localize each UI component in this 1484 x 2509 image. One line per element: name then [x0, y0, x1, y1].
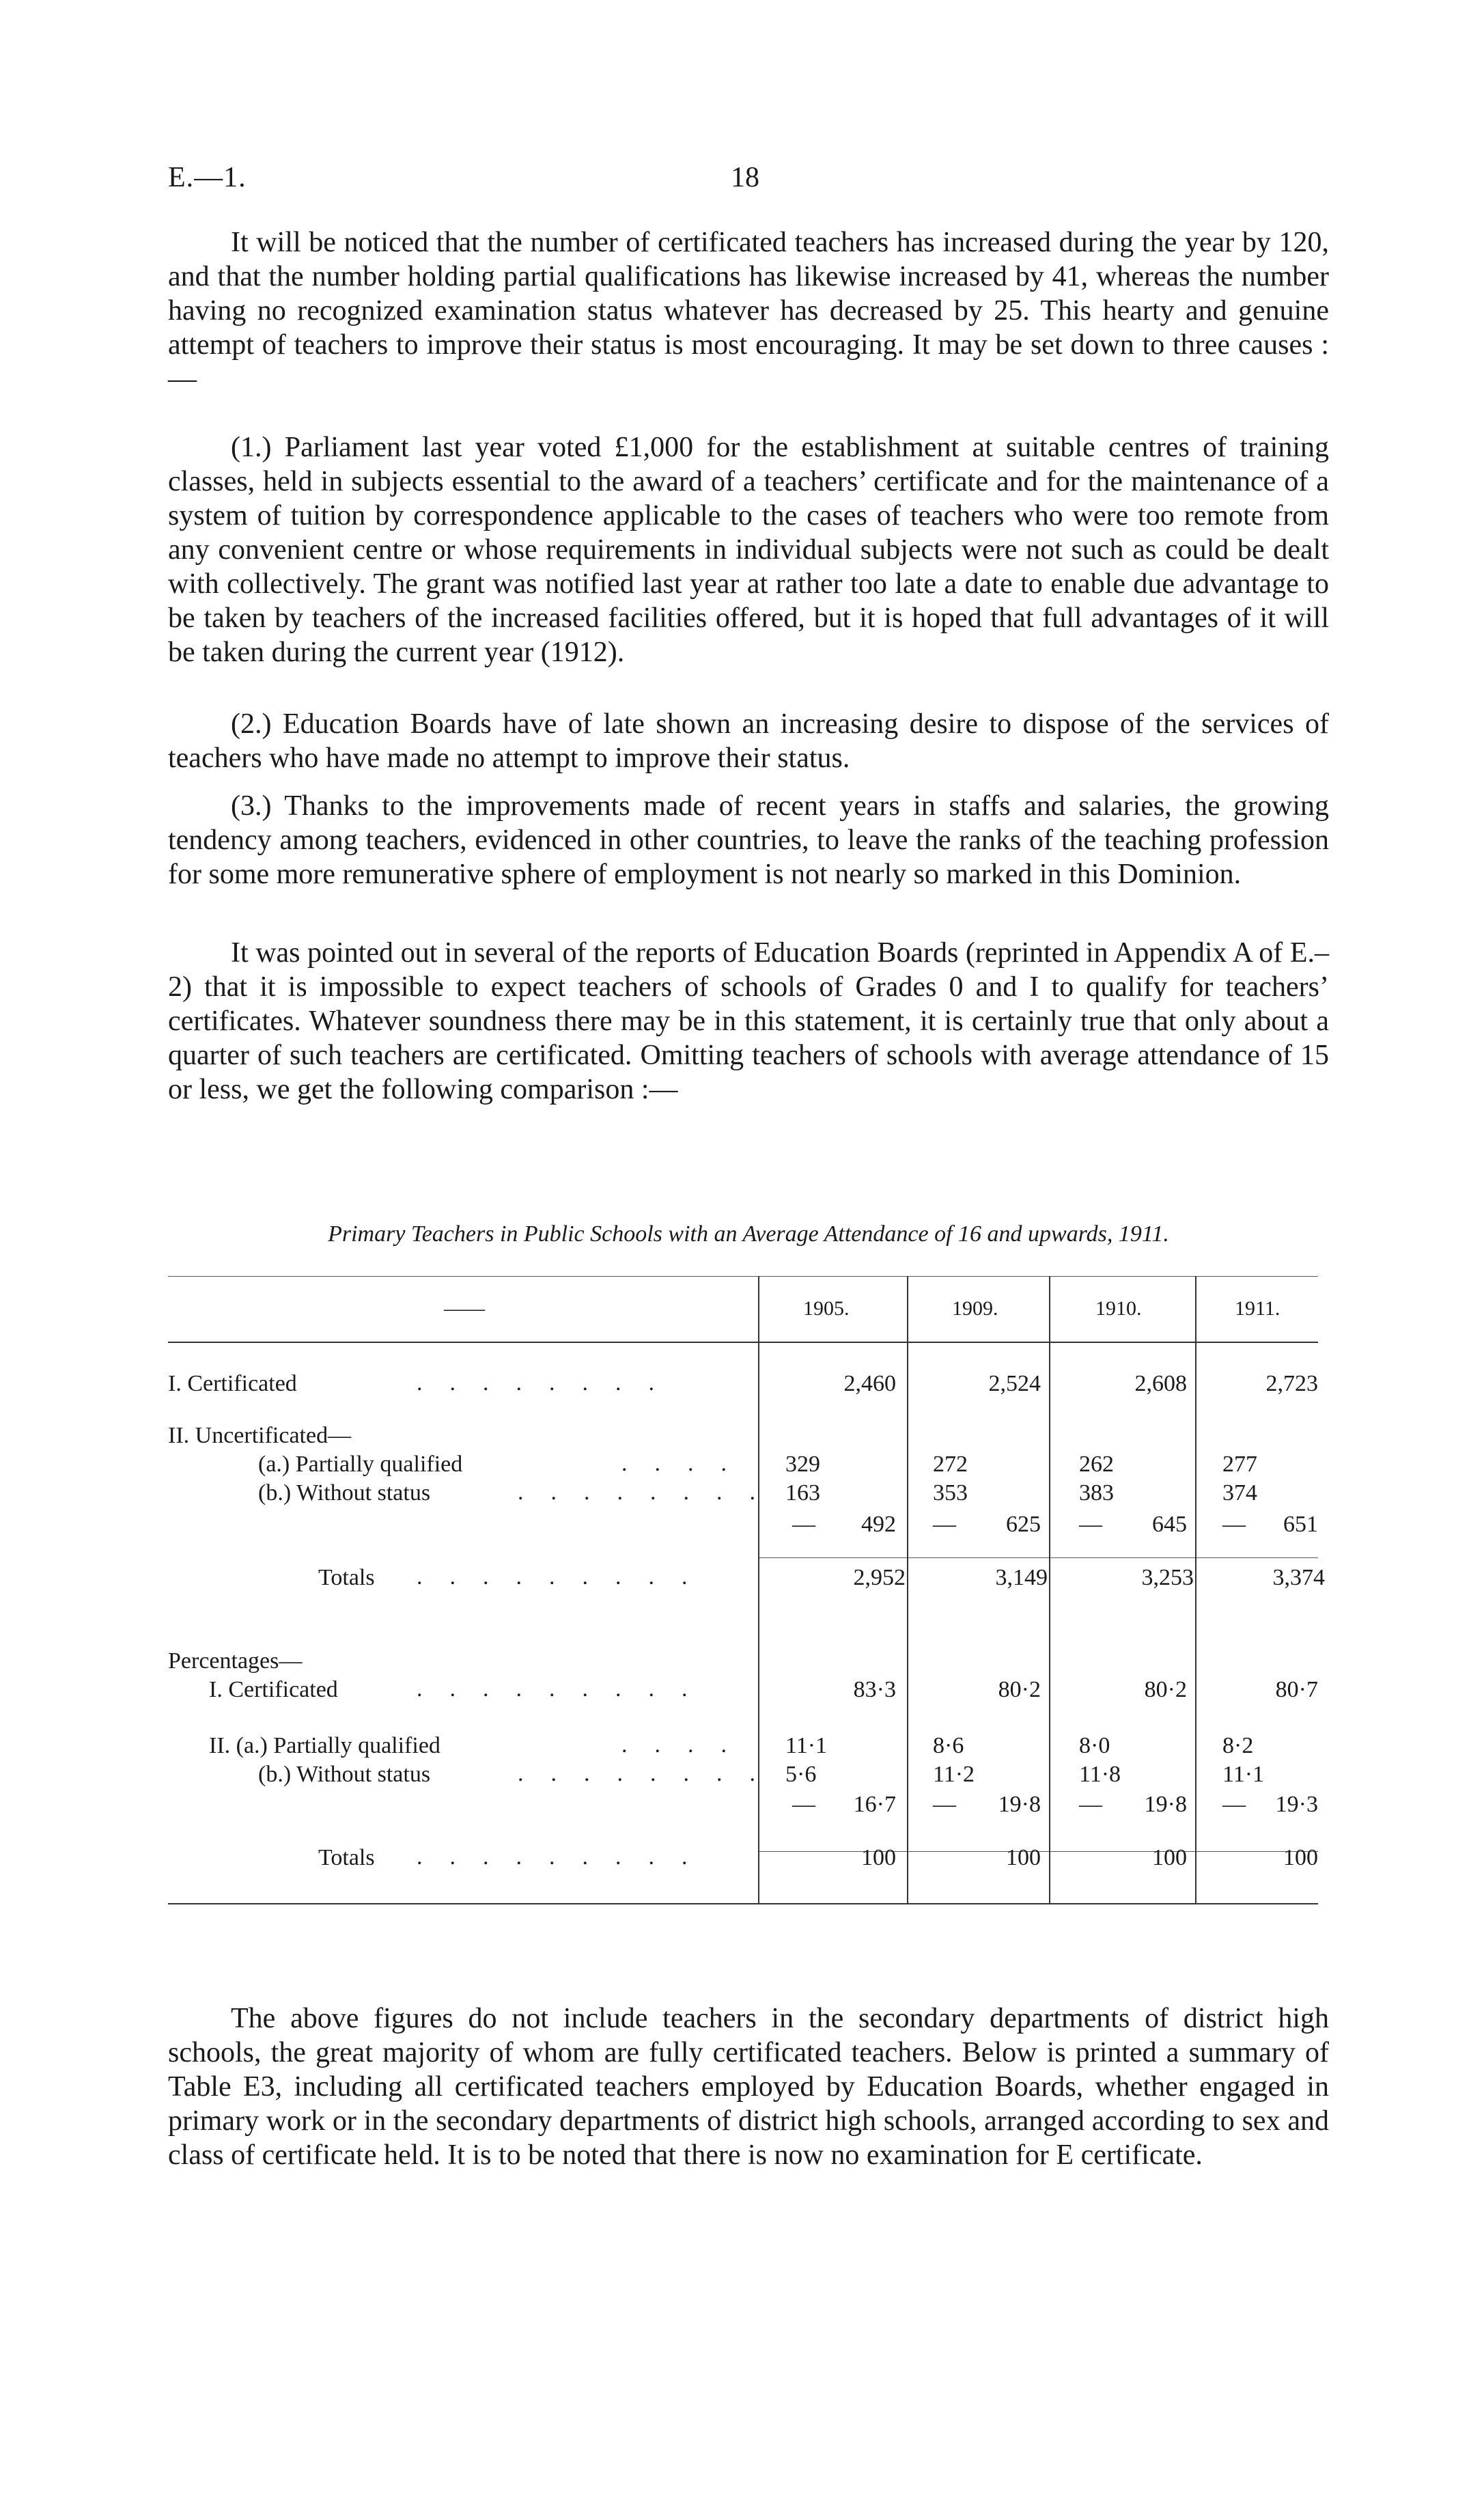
cell-pct-cert-1909: 80·2 — [998, 1677, 1041, 1702]
label-pct-totals: Totals — [318, 1845, 375, 1870]
label-pct-without: (b.) Without status — [258, 1762, 431, 1787]
year-header-1910: 1910. — [1095, 1297, 1142, 1320]
paragraph-cause-3: (3.) Thanks to the improvements made of recent years in staffs and salaries, the growing tendency among teachers, evidenced in other countries, to leave the ranks of the teaching profession for some more remunerative sphere of employment is not nearly so marked in this Dominion. — [168, 790, 1329, 890]
cell-pct-uncert-1910: 19·8 — [1144, 1792, 1187, 1817]
cell-pct-partial-1911: 8·2 — [1222, 1733, 1254, 1758]
cell-pct-without-1911: 11·1 — [1222, 1762, 1265, 1787]
label-pct-certificated: I. Certificated — [209, 1677, 338, 1702]
paragraph-closing: The above figures do not include teachers in the secondary departments of district high schools, the great majority of whom are fully certificated teachers. Below is printed a summary of Table E3, including all certificated teachers employed by Education Boards, whether engaged in primary work or in the secondary departments of district high schools, arranged according to sex and class of certificate held. It is to be noted that there is now no examination for E certificate. — [168, 2003, 1329, 2171]
cell-totals-1910: 3,253 — [1141, 1565, 1194, 1590]
cell-without-1910: 383 — [1079, 1480, 1114, 1506]
cell-pct-without-1909: 11·2 — [933, 1762, 975, 1787]
paragraph-cause-2: (2.) Education Boards have of late shown an increasing desire to dispose of the services of teachers who have made no attempt to improve their status. — [168, 708, 1329, 774]
paragraph-comparison: It was pointed out in several of the reports of Education Boards (reprinted in Appendix A of E.–2) that it is impossible to expect teachers of schools of Grades 0 and I to qualify for teachers’ certificates. Whatever soundness there may be in this statement, it is certainly true that only about a quarter of such teachers are certificated. Omitting teachers of schools with average attendance of 15 or less, we get the following comparison :— — [168, 937, 1329, 1105]
paragraph-cause-1: (1.) Parliament last year voted £1,000 for the establishment at suitable centres of training classes, held in subjects essential to the award of a teachers’ certificate and for the maintenance of a system of tuition by correspondence applicable to the cases of teachers who were too remote from any convenient centre or whose requirements in individual subjects were not such as could be dealt with collectively. The grant was notified last year at rather too late a date to enable due advantage to be taken by teachers of the increased facilities offered, but it is hoped that full advantages of it will be taken during the current year (1912). — [168, 432, 1329, 668]
cell-pct-cert-1911: 80·7 — [1275, 1677, 1318, 1702]
label-totals: Totals — [318, 1565, 375, 1590]
cell-without-1905: 163 — [785, 1480, 820, 1506]
cell-cert-1911: 2,723 — [1265, 1371, 1318, 1396]
cell-totals-1909: 3,149 — [995, 1565, 1048, 1590]
cell-pct-totals-1910: 100 — [1152, 1845, 1187, 1870]
paragraph-intro: It will be noticed that the number of certificated teachers has increased during the year by 120, and that the number holding partial qualifications has likewise increased by 41, whereas the number having no recognized examination status whatever has decreased by 25. This hearty and genuine attempt of teachers to improve their status is most encouraging. It may be set down to three causes :— — [168, 227, 1329, 395]
cell-pct-partial-1909: 8·6 — [933, 1733, 964, 1758]
cell-pct-without-1910: 11·8 — [1079, 1762, 1121, 1787]
dash: — — [1222, 1792, 1246, 1817]
cell-pct-partial-1910: 8·0 — [1079, 1733, 1110, 1758]
table-header-rule — [168, 1342, 1318, 1343]
dash: — — [933, 1792, 956, 1817]
leader-dots: ......... — [417, 1676, 715, 1702]
cell-uncert-sum-1909: 625 — [1006, 1512, 1041, 1537]
dash: — — [792, 1792, 815, 1817]
col-divider-2 — [907, 1276, 908, 1903]
leader-dots: ......... — [417, 1844, 715, 1870]
page-number: 18 — [731, 162, 759, 193]
stub-header: —— — [444, 1297, 485, 1320]
cell-partial-1909: 272 — [933, 1452, 968, 1477]
cell-uncert-sum-1910: 645 — [1152, 1512, 1187, 1537]
label-percentages: Percentages— — [168, 1648, 303, 1674]
cell-pct-uncert-1911: 19·3 — [1275, 1792, 1318, 1817]
table-caption: Primary Teachers in Public Schools with an Average Attendance of 16 and upwards, 1911. — [328, 1221, 1169, 1247]
cell-pct-cert-1910: 80·2 — [1144, 1677, 1187, 1702]
cell-pct-without-1905: 5·6 — [785, 1762, 817, 1787]
cell-pct-cert-1905: 83·3 — [853, 1677, 896, 1702]
cell-cert-1905: 2,460 — [843, 1371, 896, 1396]
leader-dots: ........ — [518, 1480, 783, 1505]
cell-without-1911: 374 — [1222, 1480, 1257, 1506]
dash: — — [1222, 1512, 1246, 1537]
dash: — — [933, 1512, 956, 1537]
label-pct-partially: II. (a.) Partially qualified — [209, 1733, 440, 1758]
cell-pct-uncert-1909: 19·8 — [998, 1792, 1041, 1817]
cell-partial-1911: 277 — [1222, 1452, 1257, 1477]
cell-uncert-sum-1905: 492 — [861, 1512, 896, 1537]
col-divider-3 — [1049, 1276, 1050, 1903]
leader-dots: .... — [621, 1451, 754, 1476]
dash: — — [1079, 1512, 1102, 1537]
page-reference: E.—1. — [168, 162, 247, 193]
cell-totals-1905: 2,952 — [853, 1565, 906, 1590]
leader-dots: ........ — [417, 1370, 682, 1396]
cell-partial-1910: 262 — [1079, 1452, 1114, 1477]
col-divider-4 — [1195, 1276, 1196, 1903]
cell-pct-totals-1911: 100 — [1283, 1845, 1318, 1870]
table-bottom-rule — [168, 1903, 1318, 1904]
totals-rule — [758, 1557, 1318, 1558]
col-divider-1 — [758, 1276, 759, 1903]
label-without-status: (b.) Without status — [258, 1480, 431, 1506]
leader-dots: ......... — [417, 1564, 715, 1590]
cell-without-1909: 353 — [933, 1480, 968, 1506]
label-partially-qualified: (a.) Partially qualified — [258, 1452, 463, 1477]
year-header-1905: 1905. — [803, 1297, 850, 1320]
leader-dots: ........ — [518, 1761, 783, 1786]
cell-pct-partial-1905: 11·1 — [785, 1733, 828, 1758]
cell-totals-1911: 3,374 — [1272, 1565, 1325, 1590]
cell-pct-totals-1905: 100 — [861, 1845, 896, 1870]
leader-dots: .... — [621, 1732, 754, 1758]
cell-partial-1905: 329 — [785, 1452, 820, 1477]
dash: — — [792, 1512, 815, 1537]
year-header-1909: 1909. — [952, 1297, 998, 1320]
cell-cert-1909: 2,524 — [988, 1371, 1041, 1396]
table-top-rule — [168, 1276, 1318, 1277]
cell-pct-uncert-1905: 16·7 — [853, 1792, 896, 1817]
label-uncertificated: II. Uncertificated— — [168, 1423, 352, 1448]
cell-cert-1910: 2,608 — [1134, 1371, 1187, 1396]
dash: — — [1079, 1792, 1102, 1817]
cell-pct-totals-1909: 100 — [1006, 1845, 1041, 1870]
cell-uncert-sum-1911: 651 — [1283, 1512, 1318, 1537]
label-certificated: I. Certificated — [168, 1371, 297, 1396]
year-header-1911: 1911. — [1235, 1297, 1280, 1320]
